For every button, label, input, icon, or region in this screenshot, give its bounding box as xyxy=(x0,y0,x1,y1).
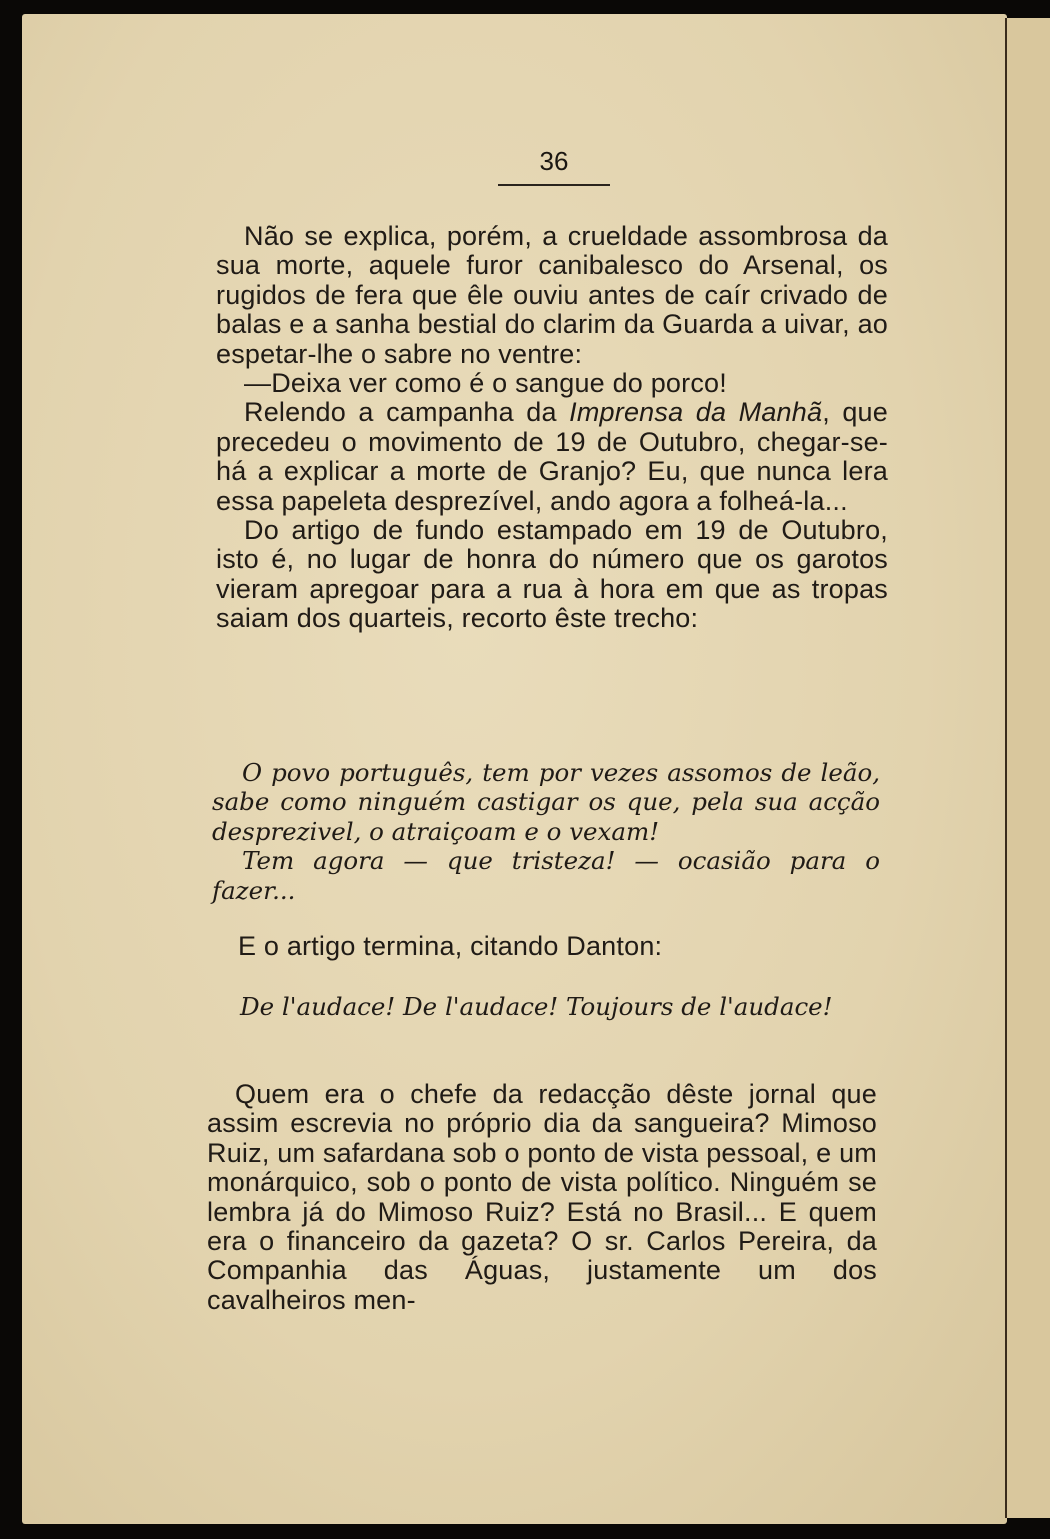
page-number-rule xyxy=(498,184,610,186)
paragraph-2-start: Relendo a campanha da xyxy=(244,397,570,428)
paragraph-2 xyxy=(216,398,888,516)
quote-1-paragraph-1: O povo português, tem por vezes assomos de leão, sabe como ninguém castigar os que, pela sua acção desprezivel, o atraiçoam e o vexam! xyxy=(212,758,880,846)
quote-block-2 xyxy=(210,992,878,1021)
quote-block-1 xyxy=(212,758,880,905)
paragraph-2-end: , que precedeu o movimento de 19 de Outubro, chegar-se-há a explicar a morte de Granjo? Eu, que nunca lera essa papeleta desprezível, ando agora a folheá-la... xyxy=(216,397,888,516)
text-block-2 xyxy=(210,932,882,961)
paragraph-3: Do artigo de fundo estampado em 19 de Outubro, isto é, no lugar de honra do número que os garotos vieram apregoar para a rua à hora em que as tropas saiam dos quarteis, recorto êste trecho: xyxy=(216,515,888,634)
dialog-line: —Deixa ver como é o sangue do porco! xyxy=(244,368,727,399)
paragraph-5: Quem era o chefe da redacção dêste jornal que assim escrevia no próprio dia da sangueira? Mimoso Ruiz, um safardana sob o ponto de vista pessoal, e um monárquico, sob o ponto de vista político. Ninguém se lembra já do Mimoso Ruiz? Está no Brasil... E quem era o financeiro da gazeta? O sr. Carlos Pereira, da Companhia das Águas, justamente um dos cavalheiros men- xyxy=(207,1079,877,1315)
paragraph-1: Não se explica, porém, a crueldade assombrosa da sua morte, aquele furor canibalesco do Arsenal, os rugidos de fera que êle ouviu antes de caír crivado de balas e a sanha bestial do clarim da Guarda a uivar, ao espetar-lhe o sabre no ventre: xyxy=(216,221,888,369)
text-block-1 xyxy=(216,222,888,634)
quote-1-paragraph-2: Tem agora — que tristeza! — ocasião para o fazer... xyxy=(212,846,880,905)
page-number: 36 xyxy=(539,146,569,176)
newspaper-title: Imprensa da Manhã xyxy=(569,397,823,428)
text-block-3 xyxy=(207,1080,877,1315)
paragraph-4: E o artigo termina, citando Danton: xyxy=(238,931,663,961)
quote-2: De l'audace! De l'audace! Toujours de l'audace! xyxy=(240,992,833,1021)
adjacent-page-edge xyxy=(1005,18,1050,1518)
